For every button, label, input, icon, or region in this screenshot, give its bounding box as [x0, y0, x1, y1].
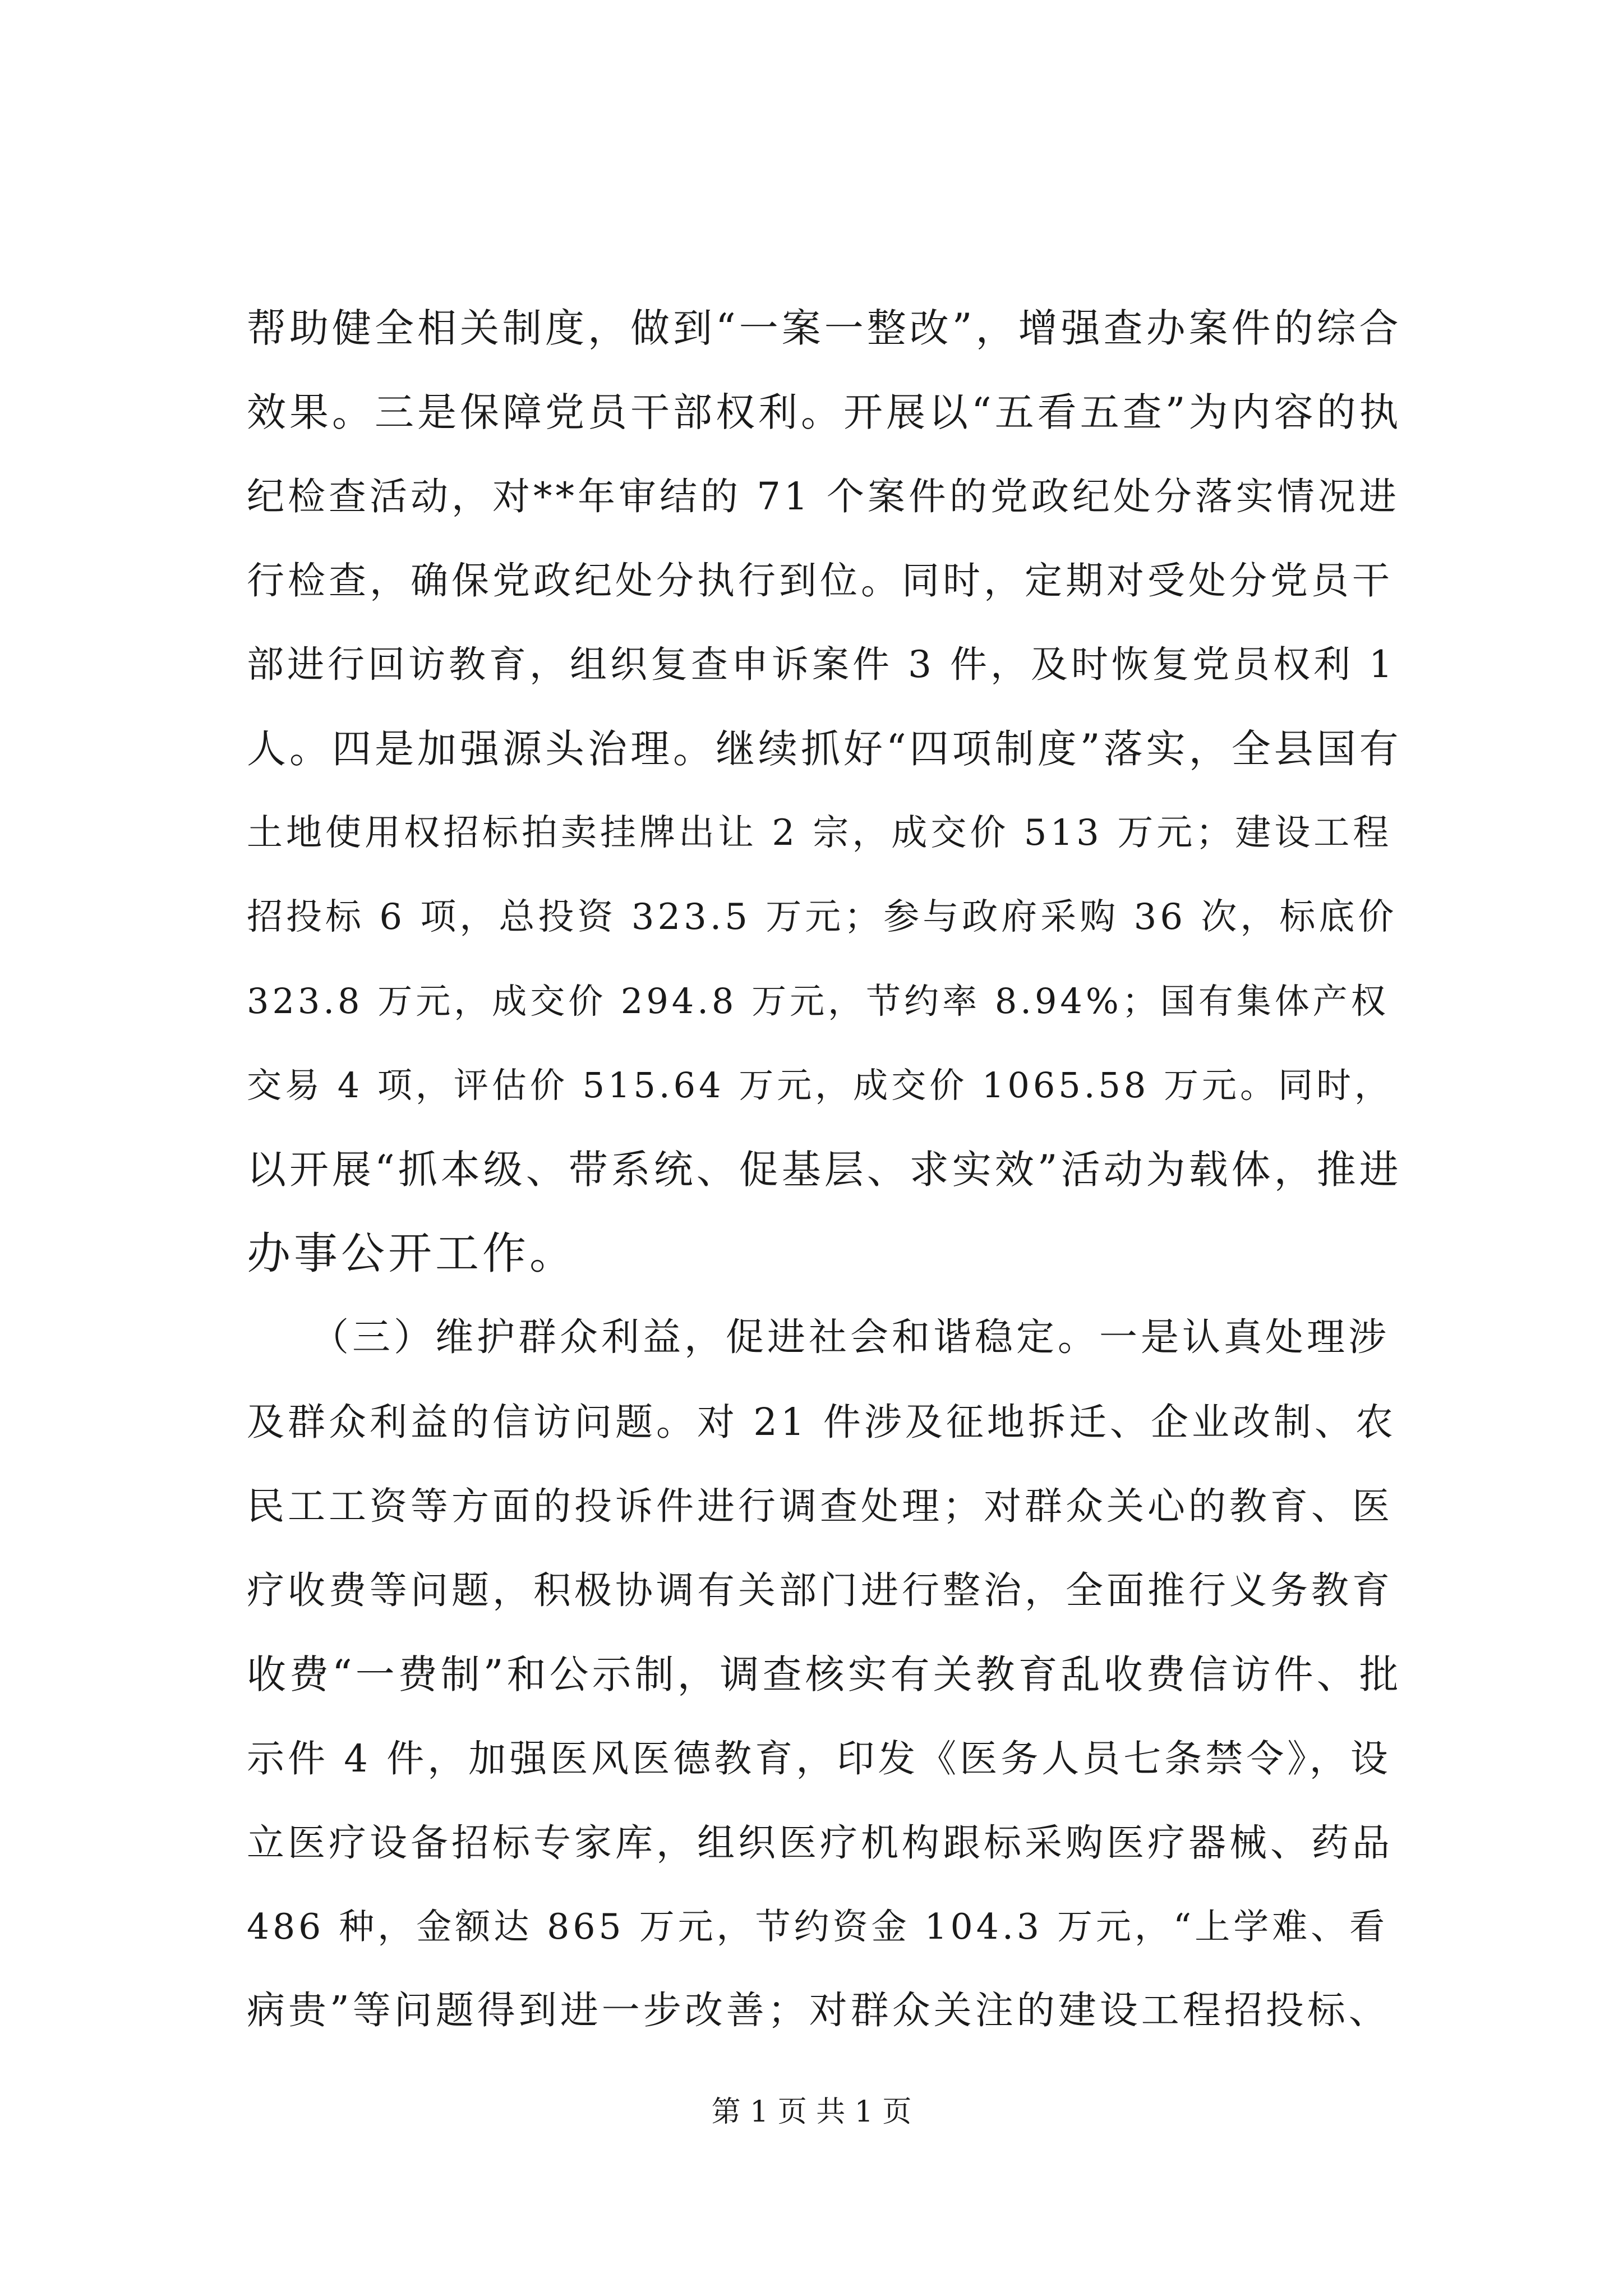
text-line: 土地使用权招标拍卖挂牌出让 2 宗，成交价 513 万元；建设工程	[247, 812, 1393, 854]
text-line: 帮助健全相关制度，做到“一案一整改”，增强查办案件的综合	[247, 305, 1402, 351]
text-line: 立医疗设备招标专家库，组织医疗机构跟标采购医疗器械、药品	[247, 1821, 1393, 1865]
text-line: 交易 4 项，评估价 515.64 万元，成交价 1065.58 万元。同时，	[247, 1065, 1393, 1106]
text-line: 纪检查活动，对**年审结的 71 个案件的党政纪处分落实情况进	[247, 475, 1400, 518]
text-line: 示件 4 件，加强医风医德教育，印发《医务人员七条禁令》，设	[247, 1737, 1391, 1780]
text-line: 效果。三是保障党员干部权利。开展以“五看五查”为内容的执	[247, 389, 1402, 435]
page-footer: 第 1 页 共 1 页	[711, 2095, 912, 2129]
text-line: 办事公开工作。	[247, 1228, 577, 1279]
text-line: 486 种，金额达 865 万元，节约资金 104.3 万元，“上学难、看	[247, 1906, 1389, 1947]
text-line: （三）维护群众利益，促进社会和谐稳定。一是认真处理涉	[247, 1315, 1390, 1360]
text-line: 行检查，确保党政纪处分执行到位。同时，定期对受处分党员干	[247, 559, 1393, 602]
text-line: 民工工资等方面的投诉件进行调查处理；对群众关心的教育、医	[247, 1484, 1393, 1528]
text-line: 人。四是加强源头治理。继续抓好“四项制度”落实，全县国有	[247, 726, 1402, 772]
text-line: 以开展“抓本级、带系统、促基层、求实效”活动为载体，推进	[247, 1147, 1402, 1193]
text-line: 疗收费等问题，积极协调有关部门进行整治，全面推行义务教育	[247, 1568, 1393, 1612]
text-line: 323.8 万元，成交价 294.8 万元，节约率 8.94%；国有集体产权	[247, 981, 1389, 1022]
text-line: 病贵”等问题得到进一步改善；对群众关注的建设工程招投标、	[247, 1989, 1390, 2033]
text-line: 及群众利益的信访问题。对 21 件涉及征地拆迁、企业改制、农	[247, 1400, 1396, 1444]
text-line: 招投标 6 项，总投资 323.5 万元；参与政府采购 36 次，标底价	[247, 896, 1398, 938]
text-line: 部进行回访教育，组织复查申诉案件 3 件，及时恢复党员权利 1	[247, 643, 1396, 686]
text-line: 收费“一费制”和公示制，调查核实有关教育乱收费信访件、批	[247, 1651, 1402, 1697]
